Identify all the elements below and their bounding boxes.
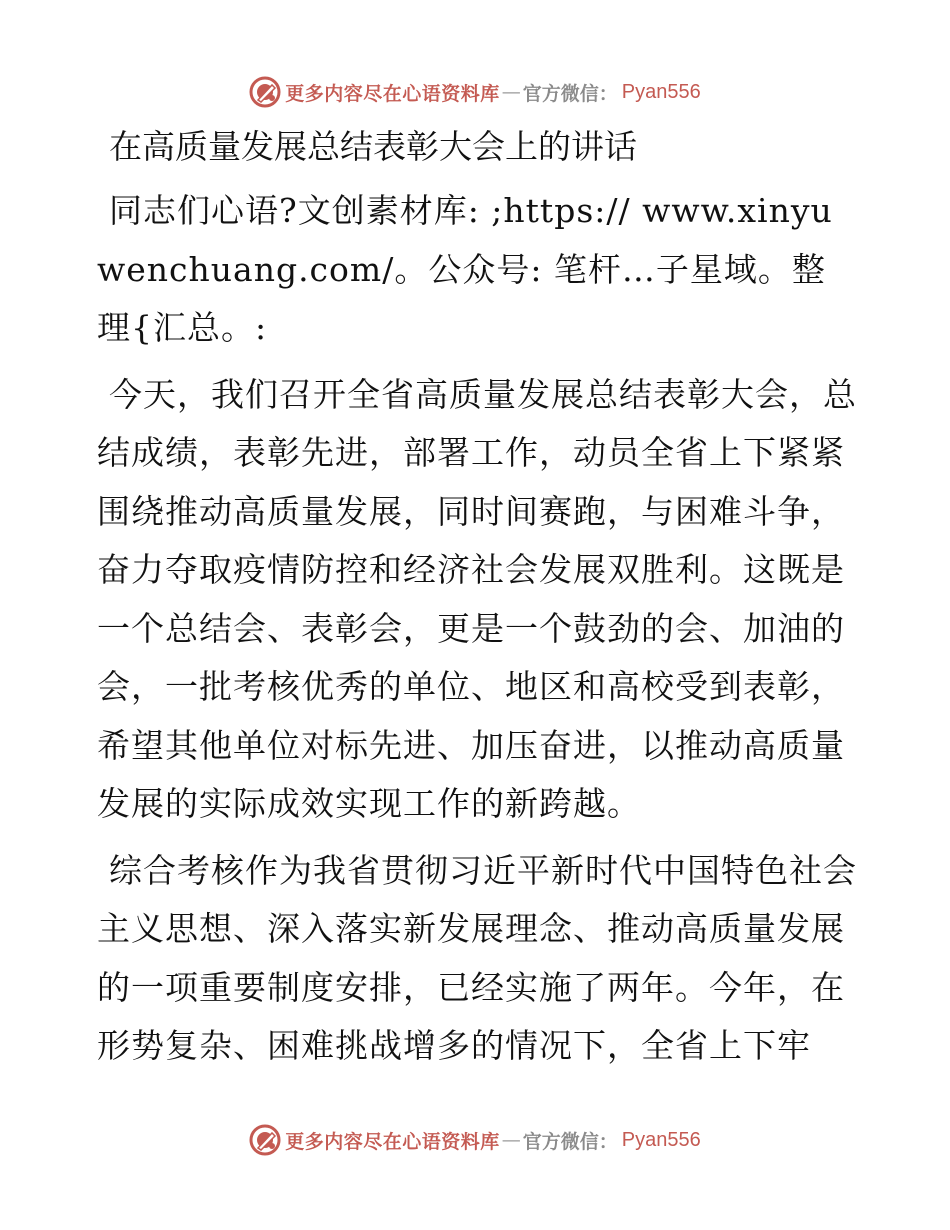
header-watermark-banner [0, 72, 950, 112]
document-page [97, 118, 857, 1084]
banner-wechat-id: Pyan556 [621, 1128, 701, 1151]
banner-wechat-label: 官方微信： [522, 1130, 618, 1153]
paragraph-opening: 今天，我们召开全省高质量发展总结表彰大会，总结成绩，表彰先进，部署工作，动员全省上下紧紧围绕推动高质量发展，同时间赛跑，与困难斗争，奋力夺取疫情防控和经济社会发展双胜利。这既是一个总结会、表彰会，更是一个鼓劲的会、加油的会，一批考核优秀的单位、地区和高校受到表彰，希望其他单位对标先进、加压奋进，以推动高质量发展的实际成效实现工作的新跨越。 [97, 374, 857, 823]
banner-separator: — [501, 81, 521, 103]
document-title: 在高质量发展总结表彰大会上的讲话 [109, 127, 637, 166]
paragraph-intro: 同志们心语?文创素材库: ;https:// www.xinyuwenchuang.com/。公众号: 笔杆…子星域。整理{汇总。: [97, 191, 833, 347]
pen-logo-icon [249, 76, 281, 108]
pen-logo-icon [249, 1124, 281, 1156]
paragraph-assessment: 综合考核作为我省贯彻习近平新时代中国特色社会主义思想、深入落实新发展理念、推动高质量发展的一项重要制度安排，已经实施了两年。今年，在形势复杂、困难挑战增多的情况下，全省上下牢 [97, 850, 857, 1065]
banner-wechat-label: 官方微信： [522, 82, 618, 105]
footer-watermark-banner [0, 1120, 950, 1160]
banner-separator: — [501, 1129, 521, 1151]
banner-brand-text: 更多内容尽在心语资料库 [285, 1130, 500, 1153]
banner-wechat-id: Pyan556 [621, 80, 701, 103]
banner-brand-text: 更多内容尽在心语资料库 [285, 82, 500, 105]
